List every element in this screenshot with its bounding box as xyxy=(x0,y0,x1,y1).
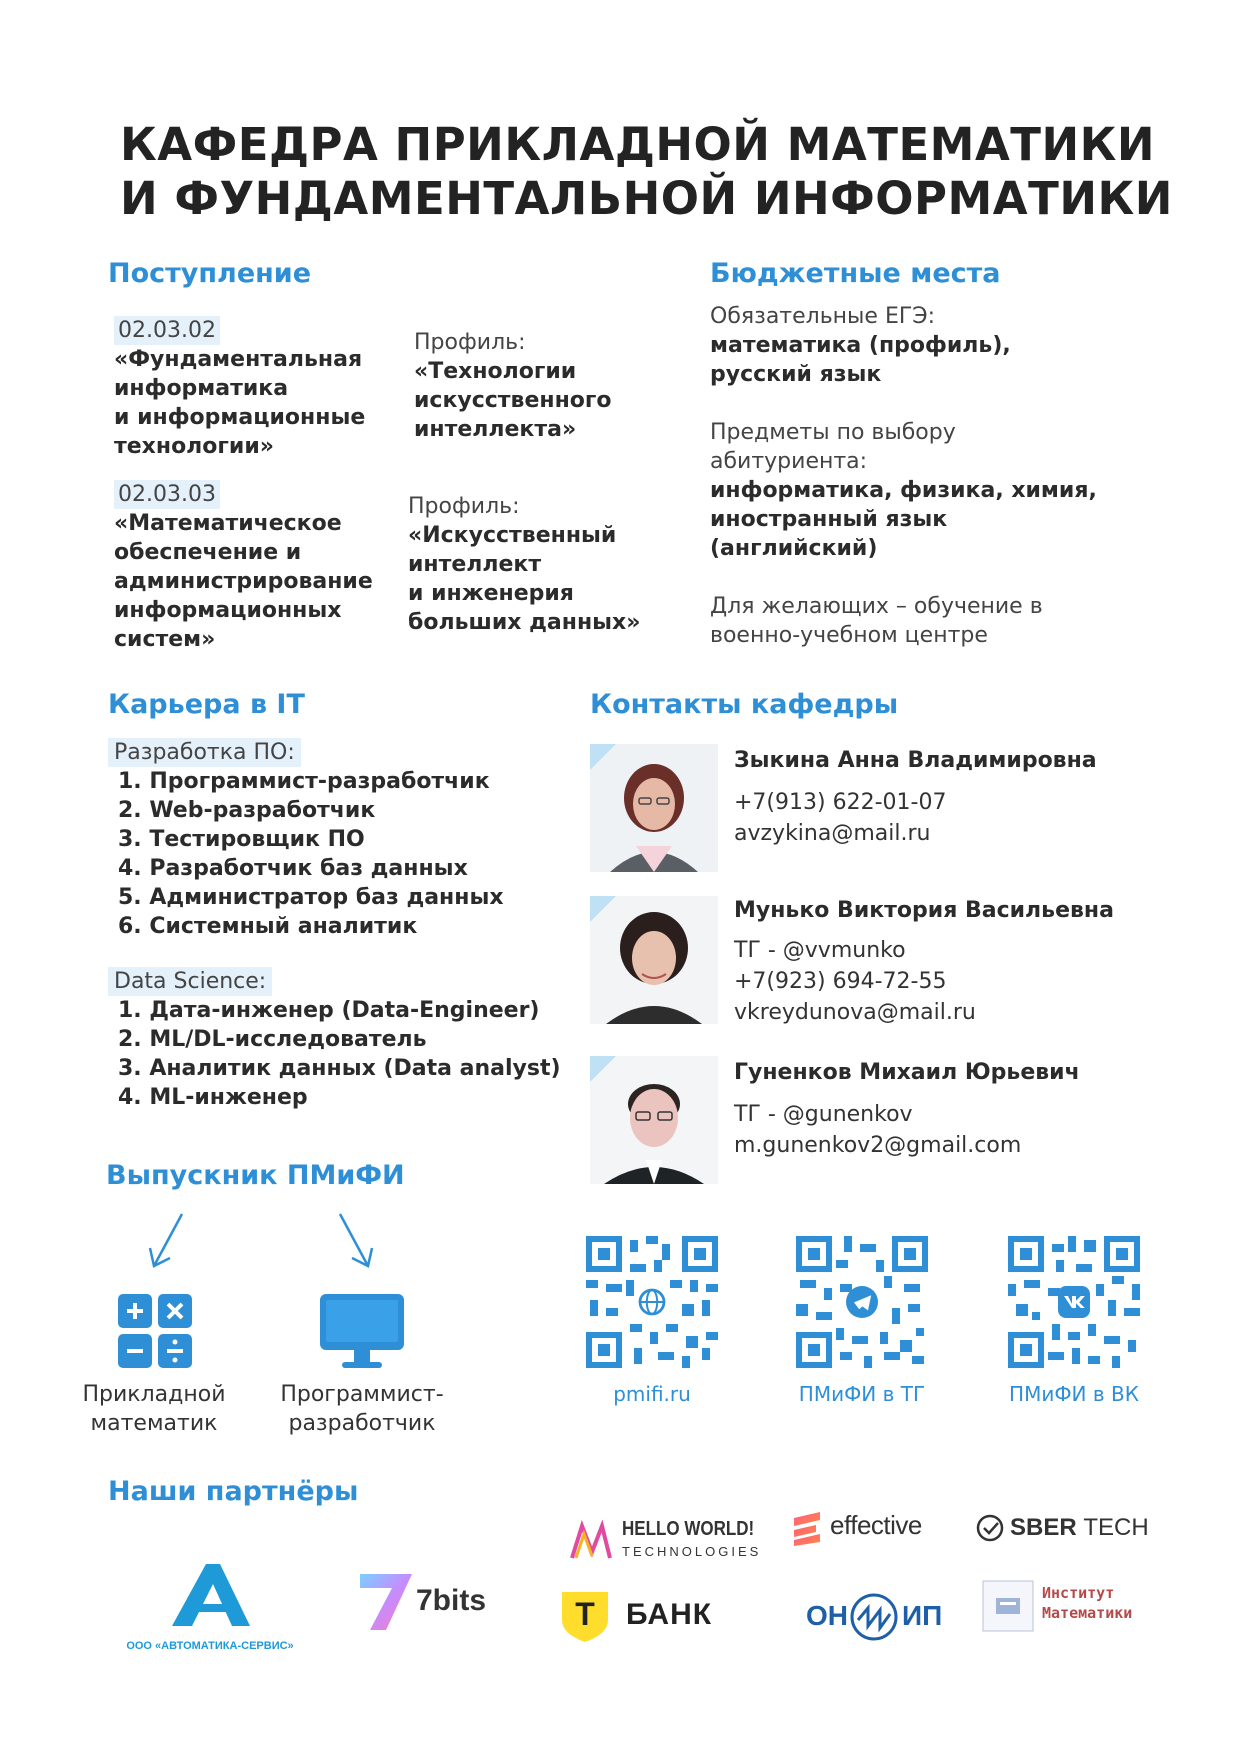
hello-world-line1: HELLO WORLD! xyxy=(622,1518,755,1540)
institute-line1: Институт xyxy=(1042,1584,1115,1602)
career-heading: Карьера в IT xyxy=(108,689,305,720)
partner-logo-sber-tech xyxy=(976,1506,1166,1550)
career-group-2-label: Data Science: xyxy=(108,967,272,996)
contact-email[interactable]: m.gunenkov2@gmail.com xyxy=(734,1133,1022,1158)
partner-logo-tbank xyxy=(560,1590,750,1646)
list-item: 2. ML/DL-исследователь xyxy=(118,1027,427,1052)
list-item: 2. Web-разработчик xyxy=(118,798,376,823)
contact-email[interactable]: avzykina@mail.ru xyxy=(734,821,931,846)
list-item: 6. Системный аналитик xyxy=(118,914,418,939)
partner-logo-institute-math xyxy=(982,1576,1162,1636)
qr-label-telegram[interactable]: ПМиФИ в ТГ xyxy=(798,1382,926,1406)
list-item: 3. Аналитик данных (Data analyst) xyxy=(118,1056,561,1081)
qr-code-website[interactable] xyxy=(586,1236,718,1368)
qr-code-telegram[interactable] xyxy=(796,1236,928,1368)
avatar xyxy=(590,744,718,872)
calculator-icon xyxy=(118,1294,192,1368)
avatar xyxy=(590,896,718,1024)
list-item: 4. Разработчик баз данных xyxy=(118,856,468,881)
contact-telegram[interactable]: ТГ - @gunenkov xyxy=(734,1102,913,1127)
program-2-code: 02.03.03 xyxy=(114,480,220,509)
hello-world-line2: TECHNOLOGIES xyxy=(622,1544,762,1559)
automatika-name: ООО «АВТОМАТИКА-СЕРВИС» xyxy=(126,1640,294,1652)
arrow-down-right-icon xyxy=(332,1210,382,1274)
contact-phone[interactable]: +7(913) 622-01-07 xyxy=(734,790,947,815)
contact-email[interactable]: vkreydunova@mail.ru xyxy=(734,1000,976,1025)
arrow-down-left-icon xyxy=(140,1210,190,1274)
required-exams-label: Обязательные ЕГЭ: xyxy=(710,304,936,329)
program-2-profile xyxy=(408,492,658,637)
program-1-code: 02.03.02 xyxy=(114,316,220,345)
contact-name: Мунько Виктория Васильевна xyxy=(734,898,1114,923)
title-line-2: И ФУНДАМЕНТАЛЬНОЙ ИНФОРМАТИКИ xyxy=(120,172,1173,225)
contact-person-3 xyxy=(734,1060,1080,1161)
list-item: 1. Программист-разработчик xyxy=(118,769,490,794)
optional-subjects-label: Предметы по выбору абитуриента: xyxy=(710,420,956,474)
program-2-name: «Математическое обеспечение и администрирование информационных систем» xyxy=(114,511,373,652)
tbank-letter: Т xyxy=(575,1596,595,1632)
contact-name: Гуненков Михаил Юрьевич xyxy=(734,1060,1080,1085)
institute-line2: Математики xyxy=(1042,1604,1133,1622)
sevenbits-wordmark: 7bits xyxy=(416,1584,487,1617)
graduate-role-2: Программист- разработчик xyxy=(280,1382,444,1436)
oniip-right: ИП xyxy=(902,1600,943,1631)
sber-tech-wordmark xyxy=(1010,1514,1149,1542)
list-item: 1. Дата-инженер (Data-Engineer) xyxy=(118,998,540,1023)
partner-logo-7bits xyxy=(356,1568,506,1638)
program-1 xyxy=(114,316,394,461)
partner-logo-oniip xyxy=(806,1588,956,1648)
contact-telegram[interactable]: ТГ - @vvmunko xyxy=(734,938,906,963)
budget-block xyxy=(710,302,1130,650)
sber-word: SBER xyxy=(1010,1514,1077,1541)
program-1-profile xyxy=(414,328,654,444)
military-center-note: Для желающих – обучение в военно-учебном центре xyxy=(710,594,1043,648)
institute-emblem-icon xyxy=(982,1580,1034,1632)
sber-check-icon xyxy=(976,1514,1004,1542)
list-item: 5. Администратор баз данных xyxy=(118,885,504,910)
contact-phone[interactable]: +7(923) 694-72-55 xyxy=(734,969,947,994)
sevenbits-logo-icon xyxy=(356,1568,416,1634)
partners-heading: Наши партнёры xyxy=(108,1476,359,1507)
budget-heading: Бюджетные места xyxy=(710,258,1001,289)
oniip-emblem-icon xyxy=(848,1590,900,1644)
list-item: 3. Тестировщик ПО xyxy=(118,827,365,852)
program-1-profile-value: «Технологии искусственного интеллекта» xyxy=(414,359,612,442)
effective-logo-icon xyxy=(790,1510,826,1546)
tbank-wordmark: БАНК xyxy=(626,1598,713,1631)
tech-word: TECH xyxy=(1083,1514,1149,1541)
hello-world-logo-icon xyxy=(566,1518,614,1566)
partner-logo-hello-world xyxy=(566,1512,762,1568)
admission-heading: Поступление xyxy=(108,258,312,289)
page-title xyxy=(120,118,1173,226)
graduate-role-1: Прикладной математик xyxy=(82,1382,226,1436)
contact-person-2 xyxy=(734,898,1114,1028)
program-2-profile-value: «Искусственный интеллект и инженерия больших данных» xyxy=(408,523,641,635)
qr-label-website[interactable]: pmifi.ru xyxy=(613,1382,691,1406)
career-block xyxy=(108,738,561,1112)
title-line-1: КАФЕДРА ПРИКЛАДНОЙ МАТЕМАТИКИ xyxy=(120,118,1156,171)
list-item: 4. ML-инженер xyxy=(118,1085,308,1110)
career-group-2-list xyxy=(118,996,561,1112)
optional-subjects: информатика, физика, химия, иностранный язык (английский) xyxy=(710,478,1097,561)
contact-name: Зыкина Анна Владимировна xyxy=(734,748,1097,773)
graduate-heading: Выпускник ПМиФИ xyxy=(106,1160,405,1191)
career-group-1-label: Разработка ПО: xyxy=(108,738,301,767)
qr-code-vk[interactable] xyxy=(1008,1236,1140,1368)
program-2-profile-label: Профиль: xyxy=(408,494,520,519)
effective-wordmark: effective xyxy=(830,1510,922,1540)
career-group-1-list xyxy=(118,767,558,941)
program-1-name: «Фундаментальная информатика и информационные технологии» xyxy=(114,347,366,459)
contact-person-1 xyxy=(734,748,1097,849)
partner-logo-automatika xyxy=(110,1560,310,1660)
monitor-icon xyxy=(320,1294,404,1370)
program-2 xyxy=(114,480,394,654)
qr-label-vk[interactable]: ПМиФИ в ВК xyxy=(1009,1382,1139,1406)
avatar xyxy=(590,1056,718,1184)
partner-logo-effective xyxy=(790,1506,950,1550)
oniip-left: ОН xyxy=(806,1600,848,1631)
program-1-profile-label: Профиль: xyxy=(414,330,526,355)
contacts-heading: Контакты кафедры xyxy=(590,689,899,720)
required-exams: математика (профиль), русский язык xyxy=(710,333,1011,387)
automatika-logo-icon xyxy=(162,1560,258,1630)
